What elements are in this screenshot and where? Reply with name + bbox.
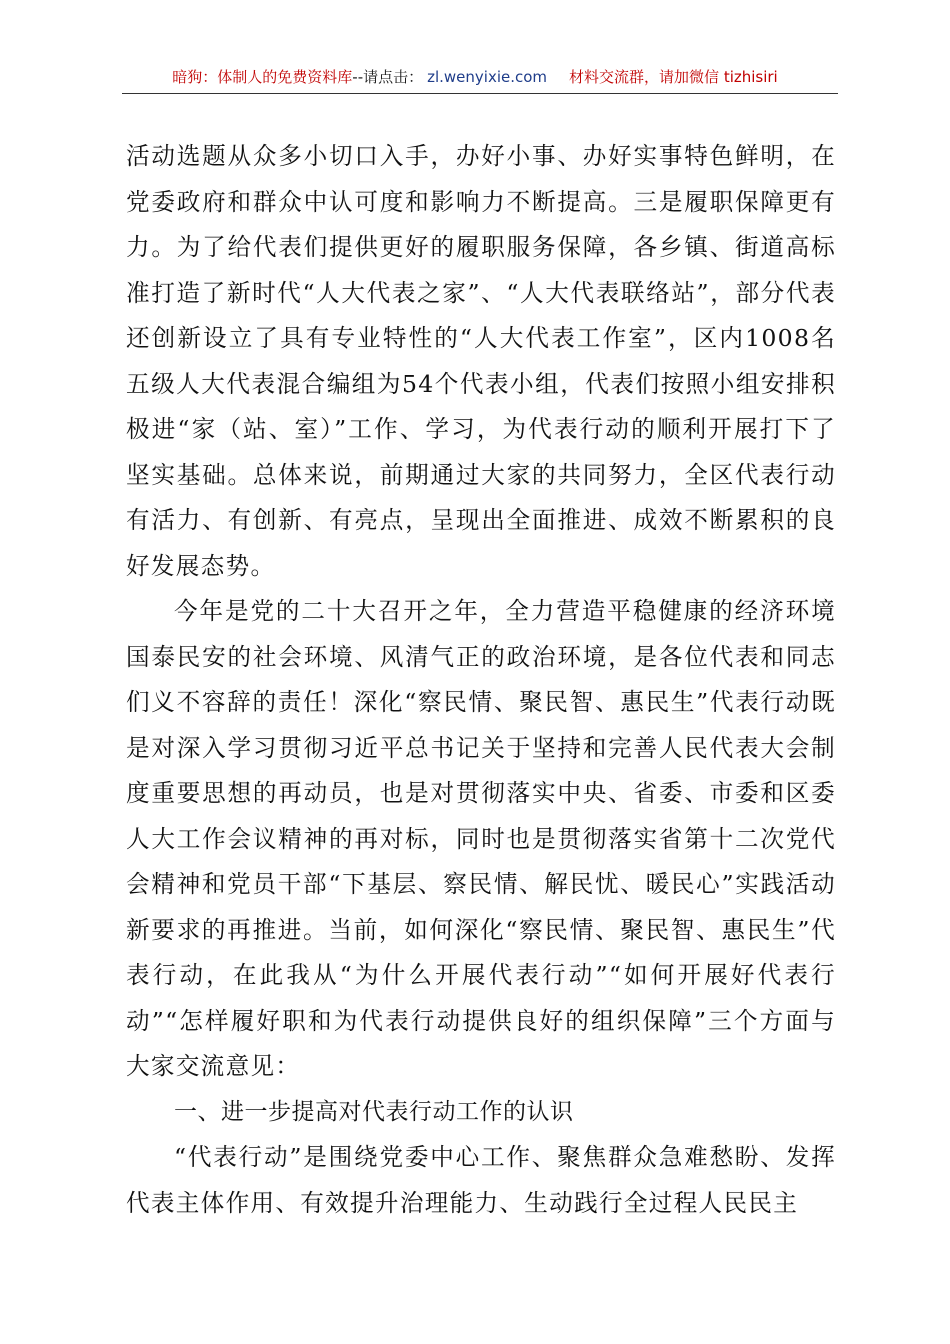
body-paragraph-1: 活动选题从众多小切口入手，办好小事、办好实事特色鲜明，在党委政府和群众中认可度和影响力不断提高。三是履职保障更有力。为了给代表们提供更好的履职服务保障，各乡镇、街道高标准打造了新时代“人大代表之家”、“人大代表联络站”，部分代表还创新设立了具有专业特性的“人大代表工作室”，区内1008名五级人大代表混合编组为54个代表小组，代表们按照小组安排积极进“家（站、室）”工作、学习，为代表行动的顺利开展打下了坚实基础。总体来说，前期通过大家的共同努力，全区代表行动有活力、有创新、有亮点，呈现出全面推进、成效不断累积的良好发展态势。 bbox=[126, 142, 836, 580]
header-divider bbox=[122, 93, 838, 94]
body-paragraph-2: 今年是党的二十大召开之年，全力营造平稳健康的经济环境国泰民安的社会环境、风清气正的政治环境，是各位代表和同志们义不容辞的责任！深化“察民情、聚民智、惠民生”代表行动既是对深入学习贯彻习近平总书记关于坚持和完善人民代表大会制度重要思想的再动员，也是对贯彻落实中央、省委、市委和区委人大工作会议精神的再对标，同时也是贯彻落实省第十二次党代会精神和党员干部“下基层、察民情、解民忧、暖民心”实践活动新要求的再推进。当前，如何深化“察民情、聚民智、惠民生”代表行动，在此我从“为什么开展代表行动”“如何开展好代表行动”“怎样履好职和为代表行动提供良好的组织保障”三个方面与大家交流意见： bbox=[126, 597, 836, 1080]
page-header bbox=[0, 66, 950, 87]
header-url-link[interactable]: zl.wenyixie.com bbox=[427, 68, 548, 86]
body-paragraph-3: “代表行动”是围绕党委中心工作、聚焦群众急难愁盼、发挥代表主体作用、有效提升治理能力、生动践行全过程人民民主 bbox=[126, 1143, 836, 1217]
header-site-name: 暗狗：体制人的免费资料库 bbox=[172, 68, 353, 86]
section-heading: 一、进一步提高对代表行动工作的认识 bbox=[174, 1098, 574, 1125]
document-body bbox=[126, 134, 836, 1226]
header-click-prompt: --请点击： bbox=[352, 68, 424, 86]
header-contact: 材料交流群，请加微信 tizhisiri bbox=[569, 68, 778, 86]
